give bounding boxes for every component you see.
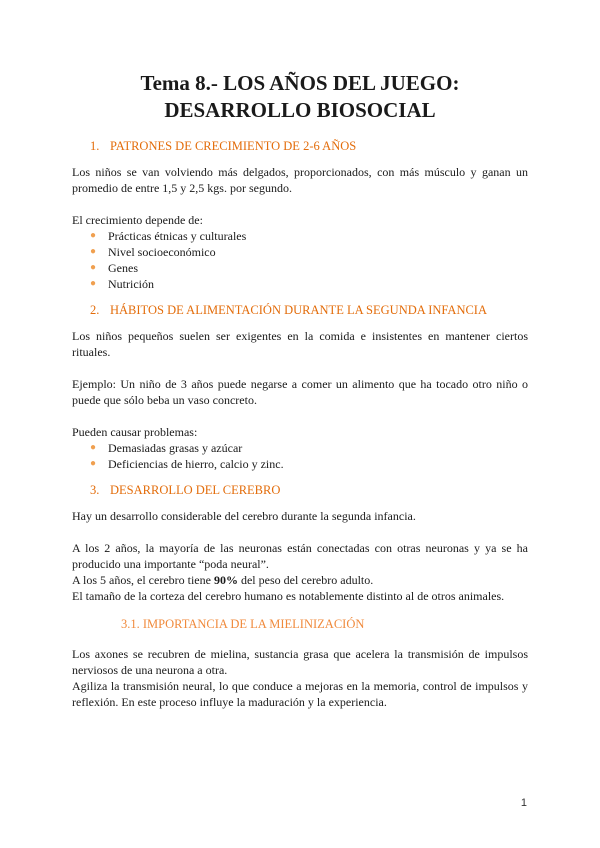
paragraph: El crecimiento depende de: — [72, 213, 203, 227]
bullet-icon: ● — [90, 458, 97, 469]
subsection-heading: 3.1. IMPORTANCIA DE LA MIELINIZACIÓN — [121, 617, 365, 631]
paragraph: A los 5 años, el cerebro tiene 90% del peso del cerebro adulto. — [72, 573, 374, 587]
bullet-icon: ● — [90, 246, 97, 257]
paragraph: El tamaño de la corteza del cerebro humano es notablemente distinto al de otros animales. — [72, 589, 505, 603]
paragraph: Los niños se van volviendo más delgados, proporcionados, con más músculo y ganan un promedio de entre 1,5 y 2,5 kgs. por segundo. — [72, 165, 528, 195]
section-2 — [72, 302, 528, 472]
document-title: Tema 8.- LOS AÑOS DEL JUEGO: DESARROLLO BIOSOCIAL — [140, 71, 460, 122]
section-title: HÁBITOS DE ALIMENTACIÓN DURANTE LA SEGUNDA INFANCIA — [110, 303, 488, 317]
section-number: 3. — [90, 483, 100, 497]
paragraph: Los axones se recubren de mielina, sustancia grasa que acelera la transmisión de impulsos nerviosos de una neurona a otra. — [72, 647, 528, 677]
bullet-list — [72, 228, 528, 292]
bullet-icon: ● — [90, 262, 97, 273]
section-3-1 — [72, 616, 528, 710]
section-number: 1. — [90, 139, 100, 153]
paragraph: Agiliza la transmisión neural, lo que conduce a mejoras en la memoria, control de impulsos y reflexión. En este proceso influye la maduración y la experiencia. — [72, 679, 528, 709]
document-page — [72, 70, 528, 710]
bullet-icon: ● — [90, 230, 97, 241]
section-title: DESARROLLO DEL CEREBRO — [110, 483, 281, 497]
section-title: PATRONES DE CRECIMIENTO DE 2-6 AÑOS — [110, 139, 357, 153]
section-heading — [72, 302, 528, 318]
list-item: ● Genes — [90, 261, 138, 275]
section-number: 2. — [90, 303, 100, 317]
section-3 — [72, 482, 528, 604]
paragraph: Hay un desarrollo considerable del cerebro durante la segunda infancia. — [72, 509, 416, 523]
bullet-icon: ● — [90, 278, 97, 289]
paragraph: A los 2 años, la mayoría de las neuronas están conectadas con otras neuronas y ya se ha producido una importante “poda neural”. — [72, 541, 528, 571]
paragraph: Ejemplo: Un niño de 3 años puede negarse a comer un alimento que ha tocado otro niño o puede que sólo beba un vaso concreto. — [72, 377, 528, 407]
list-item: ● Demasiadas grasas y azúcar — [90, 441, 243, 455]
section-heading — [72, 138, 528, 154]
list-item: ● Nivel socioeconómico — [90, 245, 216, 259]
section-1 — [72, 138, 528, 292]
bullet-list — [72, 440, 528, 472]
section-heading — [72, 482, 528, 498]
bullet-icon: ● — [90, 442, 97, 453]
page-number: 1 — [520, 797, 527, 809]
paragraph: Pueden causar problemas: — [72, 425, 198, 439]
list-item: ● Nutrición — [90, 277, 154, 291]
paragraph: Los niños pequeños suelen ser exigentes en la comida e insistentes en mantener ciertos rituales. — [72, 329, 528, 359]
list-item: ● Prácticas étnicas y culturales — [90, 229, 247, 243]
list-item: ● Deficiencias de hierro, calcio y zinc. — [90, 457, 284, 471]
